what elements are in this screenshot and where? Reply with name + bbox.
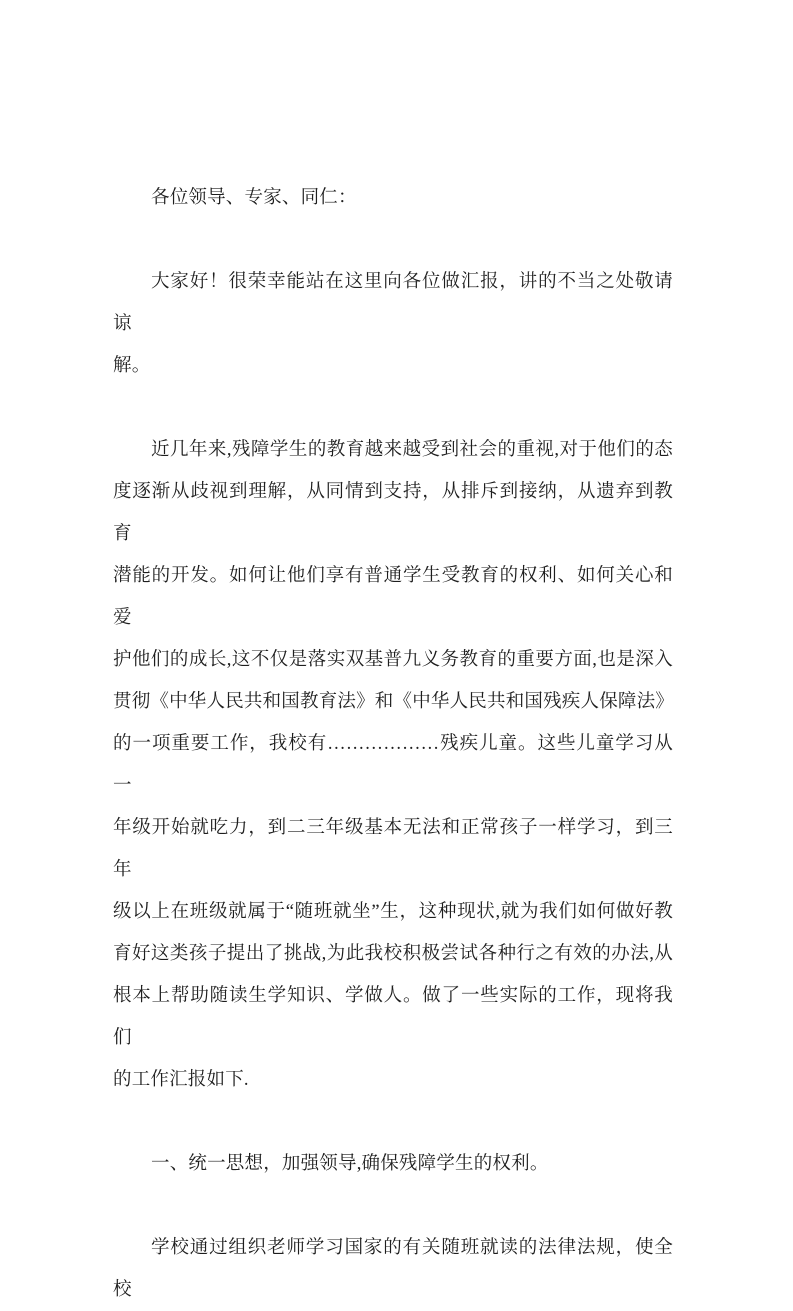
text-line: 的工作汇报如下. — [113, 1070, 249, 1090]
text-line: 大家好！很荣幸能站在这里向各位做汇报，讲的不当之处敬请谅 — [113, 272, 673, 334]
text-line: 的一项重要工作，我校有………………残疾儿童。这些儿童学习从一 — [113, 734, 673, 796]
text-line: 度逐渐从歧视到理解，从同情到支持，从排斥到接纳，从遗弃到教育 — [113, 482, 673, 544]
text-line: 潜能的开发。如何让他们享有普通学生受教育的权利、如何关心和爱 — [113, 566, 673, 628]
text-line: 一、统一思想，加强领导,确保残障学生的权利。 — [151, 1154, 549, 1174]
text-line: 育好这类孩子提出了挑战,为此我校积极尝试各种行之有效的办法,从 — [113, 944, 673, 964]
text-line: 根本上帮助随读生学知识、学做人。做了一些实际的工作，现将我们 — [113, 986, 673, 1048]
text-line: 近几年来,残障学生的教育越来越受到社会的重视,对于他们的态 — [151, 440, 673, 460]
text-line: 解。 — [113, 356, 151, 376]
body-paragraph — [113, 1227, 673, 1311]
text-line: 护他们的成长,这不仅是落实双基普九义务教育的重要方面,也是深入 — [113, 650, 673, 670]
text-line: 级以上在班级就属于“随班就坐”生，这种现状,就为我们如何做好教 — [113, 902, 673, 922]
text-line: 贯彻《中华人民共和国教育法》和《中华人民共和国残疾人保障法》 — [113, 692, 675, 712]
document-body — [113, 177, 673, 1311]
body-paragraph — [113, 429, 673, 1101]
salutation-paragraph — [113, 177, 673, 219]
body-paragraph — [113, 261, 673, 387]
text-line: 学校通过组织老师学习国家的有关随班就读的法律法规，使全校 — [113, 1238, 673, 1300]
text-line: 各位领导、专家、同仁： — [151, 188, 357, 208]
text-line: 年级开始就吃力，到二三年级基本无法和正常孩子一样学习，到三年 — [113, 818, 673, 880]
section-heading — [113, 1143, 673, 1185]
